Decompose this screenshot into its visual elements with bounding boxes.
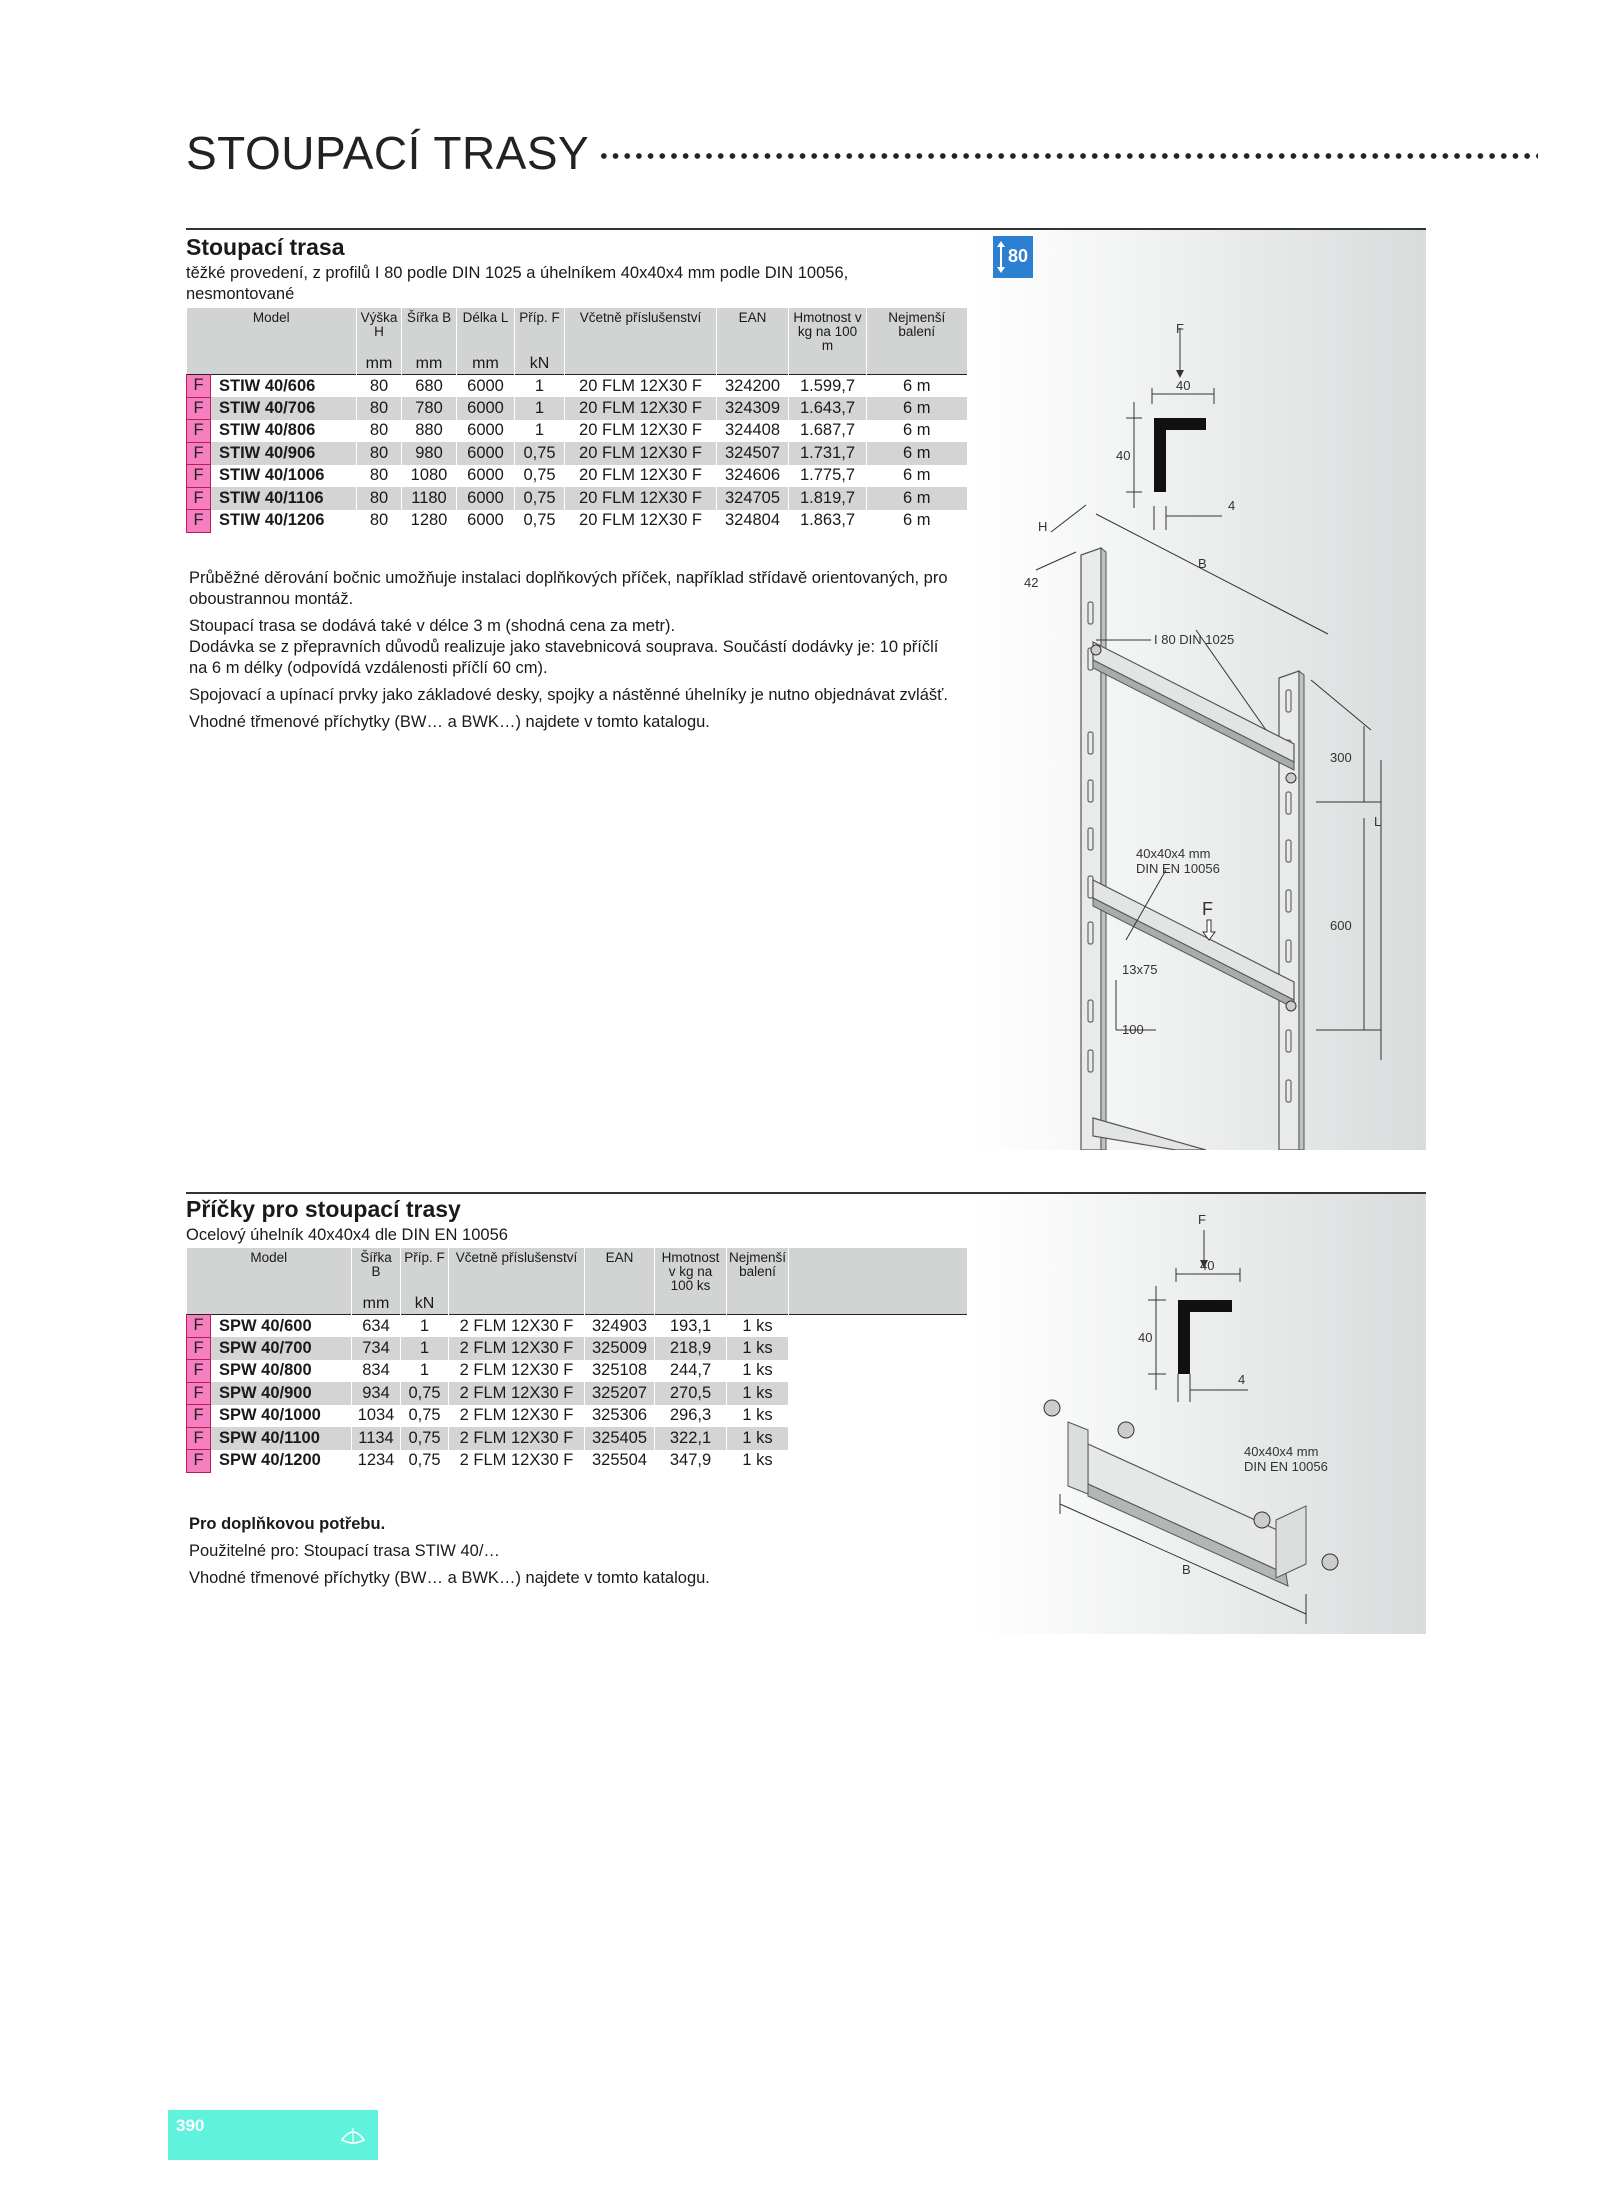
s1-cell-5: 20 FLM 12X30 F	[565, 465, 717, 488]
s1-cell-8: 6 m	[867, 420, 967, 443]
table-row	[187, 1382, 967, 1405]
label-dim-4: 4	[1238, 1372, 1246, 1387]
s1-cell-8: 6 m	[867, 397, 967, 420]
page-number: 390	[176, 2116, 205, 2135]
s2-cell-3: 2 FLM 12X30 F	[449, 1405, 585, 1428]
s2-cell-6: 1 ks	[727, 1405, 789, 1428]
f-flag-badge: F	[187, 1450, 211, 1473]
s2-cell-2: 0,75	[401, 1405, 449, 1428]
section2-notes	[189, 1514, 959, 1595]
label-height: H	[1038, 519, 1048, 534]
s1-cell-4: 0,75	[515, 465, 565, 488]
row-filler	[789, 1337, 967, 1360]
rung-diagram	[976, 1194, 1426, 1634]
height-badge-value: 80	[1008, 246, 1029, 266]
table-row	[187, 375, 967, 398]
col-header-model: Model	[187, 308, 357, 355]
s1-cell-3: 6000	[457, 465, 515, 488]
title-dot-leader	[598, 152, 1538, 160]
unit-length: mm	[457, 355, 515, 375]
s1-cell-3: 6000	[457, 510, 515, 533]
unit-weight	[655, 1295, 727, 1315]
s1-cell-3: 6000	[457, 487, 515, 510]
s2-cell-0: SPW 40/1000	[211, 1405, 352, 1428]
label-width: B	[1198, 556, 1207, 571]
note-usable-for: Použitelné pro: Stoupací trasa STIW 40/…	[189, 1542, 500, 1560]
s2-cell-4: 325009	[585, 1337, 655, 1360]
s1-cell-0: STIW 40/906	[211, 442, 357, 465]
s1-cell-4: 1	[515, 420, 565, 443]
s2-cell-3: 2 FLM 12X30 F	[449, 1315, 585, 1338]
s2-cell-1: 1034	[352, 1405, 401, 1428]
col-header-accessories: Včetně příslušenství	[565, 308, 717, 355]
s1-cell-1: 80	[357, 397, 402, 420]
s1-cell-5: 20 FLM 12X30 F	[565, 420, 717, 443]
s1-cell-2: 980	[402, 442, 457, 465]
f-flag-badge: F	[187, 1337, 211, 1360]
s1-cell-4: 0,75	[515, 510, 565, 533]
s1-cell-8: 6 m	[867, 465, 967, 488]
s2-cell-0: SPW 40/800	[211, 1360, 352, 1383]
s1-cell-3: 6000	[457, 442, 515, 465]
col-header-ean: EAN	[585, 1248, 655, 1295]
note-clips: Vhodné třmenové příchytky (BW… a BWK…) najdete v tomto katalogu.	[189, 1569, 710, 1587]
table-row	[187, 420, 967, 443]
s2-cell-2: 1	[401, 1360, 449, 1383]
label-profile: I 80 DIN 1025	[1154, 632, 1235, 647]
col-header-ean: EAN	[717, 308, 789, 355]
table-row	[187, 1450, 967, 1473]
f-flag-badge: F	[187, 510, 211, 533]
s1-cell-7: 1.643,7	[789, 397, 867, 420]
note-delivery: Stoupací trasa se dodává také v délce 3 m (shodná cena za metr). Dodávka se z přepravních důvodů realizuje jako stavebnicová souprava. Součástí dodávky je: 10 příčlí na 6 m délky (odpovídá vzdálenosti příčlí 60 cm).	[189, 617, 939, 677]
s2-cell-2: 1	[401, 1315, 449, 1338]
table-row	[187, 510, 967, 533]
unit-filler	[789, 1295, 967, 1315]
s1-cell-0: STIW 40/706	[211, 397, 357, 420]
s1-cell-2: 1080	[402, 465, 457, 488]
section1-units-row	[187, 355, 967, 375]
height-arrow-icon	[996, 241, 1006, 273]
s1-cell-2: 680	[402, 375, 457, 398]
f-flag-badge: F	[187, 1382, 211, 1405]
unit-load: kN	[401, 1295, 449, 1315]
label-dim-40b: 40	[1116, 448, 1131, 463]
s2-cell-1: 934	[352, 1382, 401, 1405]
s2-cell-1: 734	[352, 1337, 401, 1360]
col-header-width: Šířka B	[402, 308, 457, 355]
section1-header-row	[187, 308, 967, 355]
row-filler	[789, 1427, 967, 1450]
section1-rule	[186, 228, 976, 230]
s2-cell-5: 296,3	[655, 1405, 727, 1428]
s1-cell-6: 324200	[717, 375, 789, 398]
f-flag-badge: F	[187, 375, 211, 398]
s2-cell-0: SPW 40/700	[211, 1337, 352, 1360]
section2-title: Příčky pro stoupací trasy	[186, 1196, 461, 1222]
table-row	[187, 397, 967, 420]
unit-width: mm	[402, 355, 457, 375]
label-force: F	[1198, 1212, 1206, 1227]
s2-cell-0: SPW 40/1100	[211, 1427, 352, 1450]
label-dim-100: 100	[1122, 1022, 1144, 1037]
s1-cell-7: 1.775,7	[789, 465, 867, 488]
label-dim-40a: 40	[1200, 1258, 1215, 1273]
label-dim-4: 4	[1228, 498, 1236, 513]
unit-model	[187, 1295, 352, 1315]
col-header-load: Příp. F	[515, 308, 565, 355]
f-flag-badge: F	[187, 442, 211, 465]
s2-cell-4: 325207	[585, 1382, 655, 1405]
s2-cell-2: 0,75	[401, 1427, 449, 1450]
f-flag-badge: F	[187, 465, 211, 488]
unit-accessories	[565, 355, 717, 375]
col-header-length: Délka L	[457, 308, 515, 355]
col-header-width: Šířka B	[352, 1248, 401, 1295]
table-row	[187, 1315, 967, 1338]
s2-cell-4: 325405	[585, 1427, 655, 1450]
s1-cell-6: 324804	[717, 510, 789, 533]
f-flag-badge: F	[187, 1427, 211, 1450]
section2-table-wrap	[186, 1248, 967, 1473]
s2-cell-2: 0,75	[401, 1382, 449, 1405]
s2-cell-5: 218,9	[655, 1337, 727, 1360]
rung-drawing	[976, 1194, 1426, 1634]
section2-header-row	[187, 1248, 967, 1295]
col-header-height: Výška H	[357, 308, 402, 355]
table-row	[187, 1337, 967, 1360]
s1-cell-4: 1	[515, 397, 565, 420]
table-row	[187, 1360, 967, 1383]
unit-packaging	[867, 355, 967, 375]
label-dim-40a: 40	[1176, 378, 1191, 393]
f-flag-badge: F	[187, 397, 211, 420]
s1-cell-3: 6000	[457, 375, 515, 398]
label-dim-600: 600	[1330, 918, 1352, 933]
s2-cell-0: SPW 40/600	[211, 1315, 352, 1338]
s1-cell-8: 6 m	[867, 510, 967, 533]
col-header-accessories: Včetně příslušenství	[449, 1248, 585, 1295]
section2-product-table	[186, 1248, 967, 1473]
page-title: STOUPACÍ TRASY	[186, 127, 590, 179]
s1-cell-2: 1180	[402, 487, 457, 510]
unit-weight	[789, 355, 867, 375]
s1-cell-8: 6 m	[867, 442, 967, 465]
s2-cell-3: 2 FLM 12X30 F	[449, 1360, 585, 1383]
s1-cell-7: 1.599,7	[789, 375, 867, 398]
section2-units-row	[187, 1295, 967, 1315]
note-fasteners: Spojovací a upínací prvky jako základové desky, spojky a nástěnné úhelníky je nutno objednávat zvlášť.	[189, 686, 948, 704]
label-length: L	[1374, 814, 1382, 829]
s1-cell-5: 20 FLM 12X30 F	[565, 442, 717, 465]
f-flag-badge: F	[187, 1405, 211, 1428]
label-width: B	[1182, 1562, 1191, 1577]
s2-cell-0: SPW 40/1200	[211, 1450, 352, 1473]
s2-cell-6: 1 ks	[727, 1450, 789, 1473]
f-flag-badge: F	[187, 487, 211, 510]
col-header-weight: Hmotnost v kg na 100 ks	[655, 1248, 727, 1295]
s1-cell-8: 6 m	[867, 487, 967, 510]
s1-cell-4: 1	[515, 375, 565, 398]
s1-cell-6: 324606	[717, 465, 789, 488]
s2-cell-4: 325504	[585, 1450, 655, 1473]
s2-cell-6: 1 ks	[727, 1382, 789, 1405]
s2-cell-5: 322,1	[655, 1427, 727, 1450]
s1-cell-3: 6000	[457, 420, 515, 443]
s2-cell-3: 2 FLM 12X30 F	[449, 1382, 585, 1405]
section2-rule	[186, 1192, 976, 1194]
s1-cell-0: STIW 40/1206	[211, 510, 357, 533]
s1-cell-1: 80	[357, 442, 402, 465]
section1-title: Stoupací trasa	[186, 234, 345, 260]
s2-cell-6: 1 ks	[727, 1427, 789, 1450]
ladder-diagram	[976, 230, 1426, 1150]
unit-ean	[717, 355, 789, 375]
s2-cell-1: 834	[352, 1360, 401, 1383]
s2-cell-4: 325306	[585, 1405, 655, 1428]
s2-cell-3: 2 FLM 12X30 F	[449, 1427, 585, 1450]
table-row	[187, 1427, 967, 1450]
s1-cell-6: 324408	[717, 420, 789, 443]
s1-cell-1: 80	[357, 420, 402, 443]
table-row	[187, 442, 967, 465]
s2-cell-1: 634	[352, 1315, 401, 1338]
s1-cell-2: 1280	[402, 510, 457, 533]
f-flag-badge: F	[187, 420, 211, 443]
s2-cell-3: 2 FLM 12X30 F	[449, 1450, 585, 1473]
row-filler	[789, 1450, 967, 1473]
s1-cell-6: 324309	[717, 397, 789, 420]
s2-cell-5: 270,5	[655, 1382, 727, 1405]
section2-subtitle: Ocelový úhelník 40x40x4 dle DIN EN 10056	[186, 1226, 508, 1244]
label-dim-42: 42	[1024, 575, 1039, 590]
section1-subtitle: těžké provedení, z profilů I 80 podle DIN 1025 a úhelníkem 40x40x4 mm podle DIN 10056, nesmontované	[186, 264, 849, 303]
unit-accessories	[449, 1295, 585, 1315]
s1-cell-7: 1.687,7	[789, 420, 867, 443]
f-flag-badge: F	[187, 1360, 211, 1383]
s1-cell-0: STIW 40/1106	[211, 487, 357, 510]
s1-cell-0: STIW 40/1006	[211, 465, 357, 488]
label-force: F	[1176, 321, 1184, 336]
s2-cell-3: 2 FLM 12X30 F	[449, 1337, 585, 1360]
col-header-packaging: Nejmenší balení	[867, 308, 967, 355]
row-filler	[789, 1405, 967, 1428]
s1-cell-7: 1.731,7	[789, 442, 867, 465]
note-clips: Vhodné třmenové příchytky (BW… a BWK…) najdete v tomto katalogu.	[189, 713, 710, 731]
label-slot: 13x75	[1122, 962, 1158, 977]
s1-cell-7: 1.819,7	[789, 487, 867, 510]
section1-table-wrap	[186, 308, 967, 533]
label-dim-40b: 40	[1138, 1330, 1153, 1345]
s1-cell-0: STIW 40/806	[211, 420, 357, 443]
s2-cell-5: 347,9	[655, 1450, 727, 1473]
unit-width: mm	[352, 1295, 401, 1315]
s1-cell-3: 6000	[457, 397, 515, 420]
s1-cell-5: 20 FLM 12X30 F	[565, 510, 717, 533]
s1-cell-1: 80	[357, 375, 402, 398]
s1-cell-1: 80	[357, 487, 402, 510]
note-supplementary: Pro doplňkovou potřebu.	[189, 1515, 386, 1533]
s2-cell-1: 1234	[352, 1450, 401, 1473]
unit-height: mm	[357, 355, 402, 375]
unit-packaging	[727, 1295, 789, 1315]
row-filler	[789, 1315, 967, 1338]
section1-notes	[189, 568, 959, 739]
s1-cell-6: 324507	[717, 442, 789, 465]
s1-cell-0: STIW 40/606	[211, 375, 357, 398]
col-header-weight: Hmotnost v kg na 100 m	[789, 308, 867, 355]
col-header-filler	[789, 1248, 967, 1295]
table-row	[187, 487, 967, 510]
s2-cell-6: 1 ks	[727, 1315, 789, 1338]
s2-cell-0: SPW 40/900	[211, 1382, 352, 1405]
label-force-2: F	[1202, 899, 1213, 919]
s1-cell-8: 6 m	[867, 375, 967, 398]
s1-cell-6: 324705	[717, 487, 789, 510]
col-header-packaging: Nejmenší balení	[727, 1248, 789, 1295]
unit-load: kN	[515, 355, 565, 375]
table-row	[187, 465, 967, 488]
label-angle-size: 40x40x4 mm	[1244, 1444, 1319, 1459]
s2-cell-1: 1134	[352, 1427, 401, 1450]
f-flag-badge: F	[187, 1315, 211, 1338]
s1-cell-5: 20 FLM 12X30 F	[565, 487, 717, 510]
unit-model	[187, 355, 357, 375]
s2-cell-2: 1	[401, 1337, 449, 1360]
col-header-model: Model	[187, 1248, 352, 1295]
s1-cell-2: 880	[402, 420, 457, 443]
ladder-drawing	[976, 230, 1426, 1150]
label-angle-norm: DIN EN 10056	[1244, 1459, 1328, 1474]
s1-cell-4: 0,75	[515, 442, 565, 465]
s1-cell-4: 0,75	[515, 487, 565, 510]
unit-ean	[585, 1295, 655, 1315]
s1-cell-1: 80	[357, 510, 402, 533]
s1-cell-1: 80	[357, 465, 402, 488]
section1-product-table	[186, 308, 967, 533]
label-dim-300: 300	[1330, 750, 1352, 765]
s1-cell-5: 20 FLM 12X30 F	[565, 375, 717, 398]
s2-cell-5: 244,7	[655, 1360, 727, 1383]
s1-cell-5: 20 FLM 12X30 F	[565, 397, 717, 420]
s2-cell-4: 325108	[585, 1360, 655, 1383]
s2-cell-6: 1 ks	[727, 1337, 789, 1360]
ladder-icon	[338, 2120, 368, 2150]
s2-cell-2: 0,75	[401, 1450, 449, 1473]
label-angle-size: 40x40x4 mm	[1136, 846, 1211, 861]
height-badge	[993, 236, 1033, 278]
note-perforation: Průběžné děrování bočnic umožňuje instalaci doplňkových příček, například střídavě orientovaných, pro oboustrannou montáž.	[189, 569, 948, 608]
row-filler	[789, 1382, 967, 1405]
s1-cell-7: 1.863,7	[789, 510, 867, 533]
s2-cell-5: 193,1	[655, 1315, 727, 1338]
s1-cell-2: 780	[402, 397, 457, 420]
col-header-load: Příp. F	[401, 1248, 449, 1295]
row-filler	[789, 1360, 967, 1383]
s2-cell-6: 1 ks	[727, 1360, 789, 1383]
label-angle-norm: DIN EN 10056	[1136, 861, 1220, 876]
table-row	[187, 1405, 967, 1428]
s2-cell-4: 324903	[585, 1315, 655, 1338]
